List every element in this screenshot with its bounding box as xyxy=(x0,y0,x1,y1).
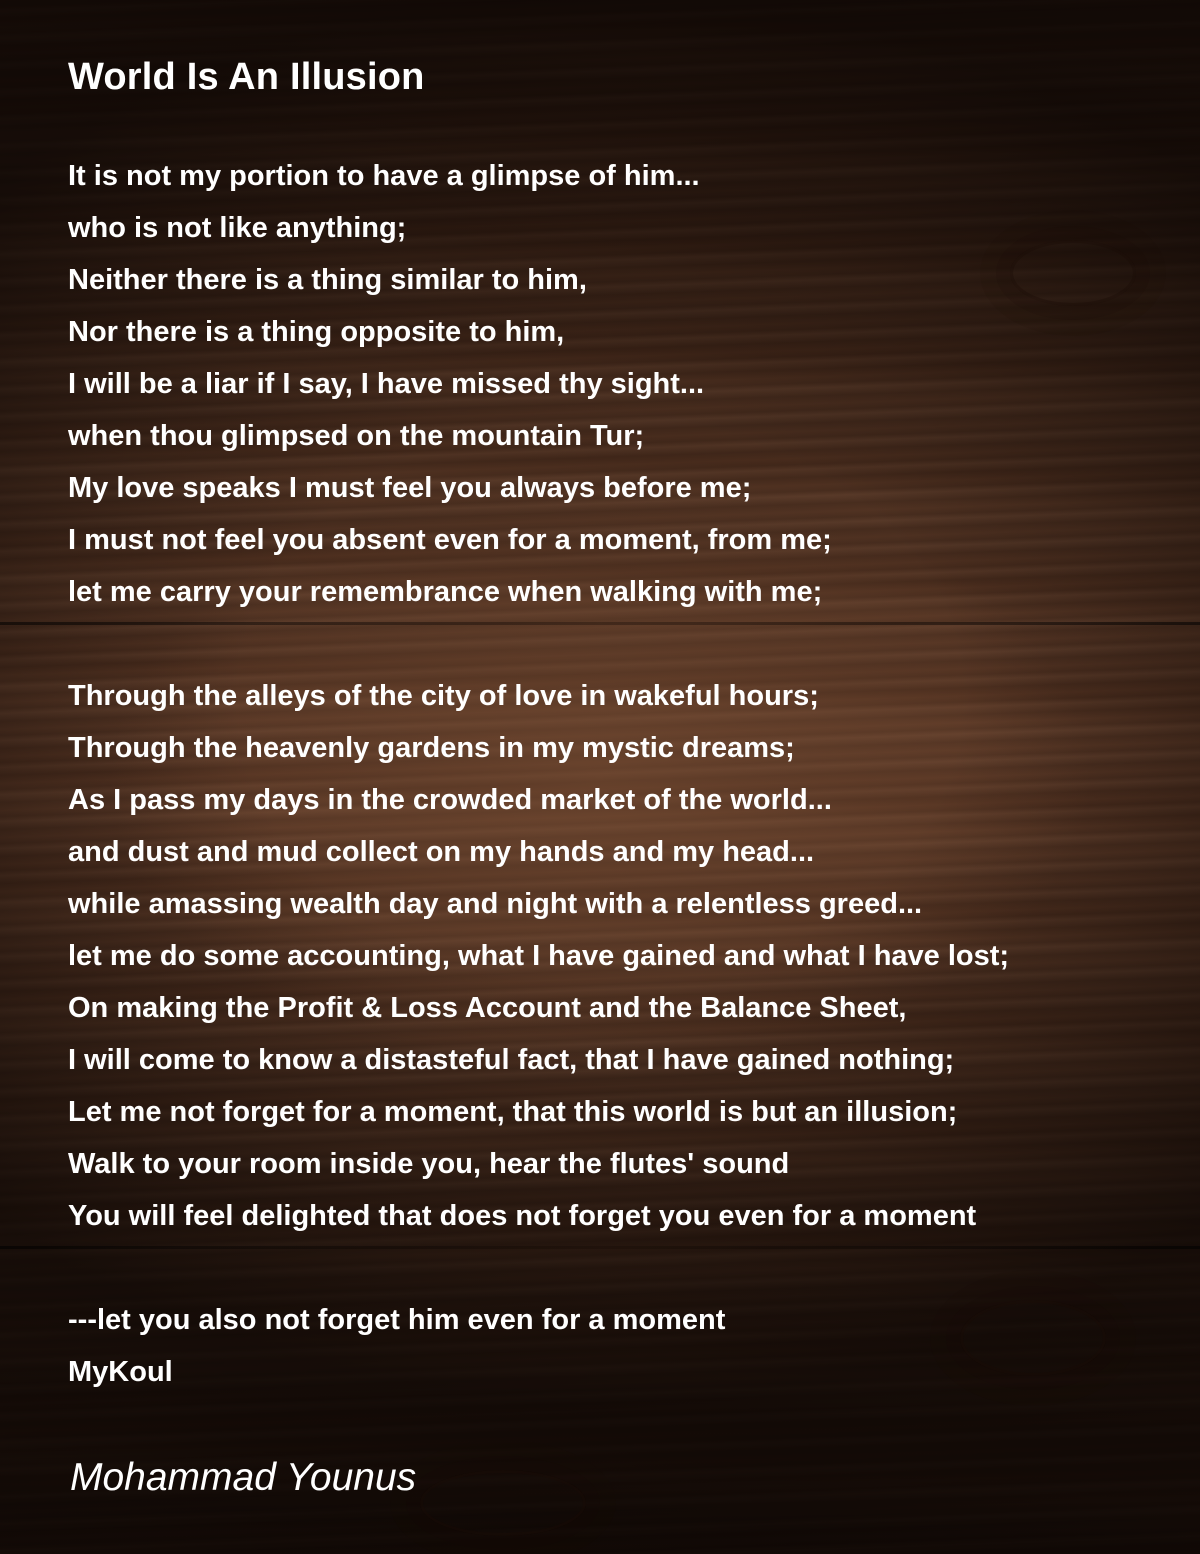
poem-line: As I pass my days in the crowded market of the world... xyxy=(68,784,832,816)
stanza-break xyxy=(68,1242,1178,1294)
poem-line: Nor there is a thing opposite to him, xyxy=(68,316,565,348)
poem-line: I will be a liar if I say, I have missed thy sight... xyxy=(68,368,705,400)
poem-line: let me do some accounting, what I have gained and what I have lost; xyxy=(68,940,1010,972)
poem-line: Walk to your room inside you, hear the flutes' sound xyxy=(68,1148,790,1180)
poem-line: MyKoul xyxy=(68,1356,173,1388)
poem-body xyxy=(68,150,1178,1398)
poem-line: ---let you also not forget him even for a moment xyxy=(68,1304,726,1336)
poem-line: You will feel delighted that does not forget you even for a moment xyxy=(68,1200,977,1232)
poem-line: and dust and mud collect on my hands and my head... xyxy=(68,836,815,868)
poem-line: On making the Profit & Loss Account and the Balance Sheet, xyxy=(68,992,907,1024)
poem-line: My love speaks I must feel you always before me; xyxy=(68,472,752,504)
poem-line: while amassing wealth day and night with a relentless greed... xyxy=(68,888,923,920)
poem-title: World Is An Illusion xyxy=(68,56,425,98)
wood-knot xyxy=(420,1470,586,1536)
poem-line: who is not like anything; xyxy=(68,212,407,244)
poem-line: It is not my portion to have a glimpse of him... xyxy=(68,160,700,192)
poem-line: I must not feel you absent even for a moment, from me; xyxy=(68,524,832,556)
poem-line: when thou glimpsed on the mountain Tur; xyxy=(68,420,645,452)
stanza-break xyxy=(68,618,1178,670)
poem-line: Through the alleys of the city of love in wakeful hours; xyxy=(68,680,819,712)
poem-line: Through the heavenly gardens in my mystic dreams; xyxy=(68,732,795,764)
poem-line: Neither there is a thing similar to him, xyxy=(68,264,587,296)
poem-author: Mohammad Younus xyxy=(70,1456,417,1499)
poem-line: Let me not forget for a moment, that this world is but an illusion; xyxy=(68,1096,958,1128)
poem-line: I will come to know a distasteful fact, that I have gained nothing; xyxy=(68,1044,955,1076)
poem-line: let me carry your remembrance when walking with me; xyxy=(68,576,823,608)
